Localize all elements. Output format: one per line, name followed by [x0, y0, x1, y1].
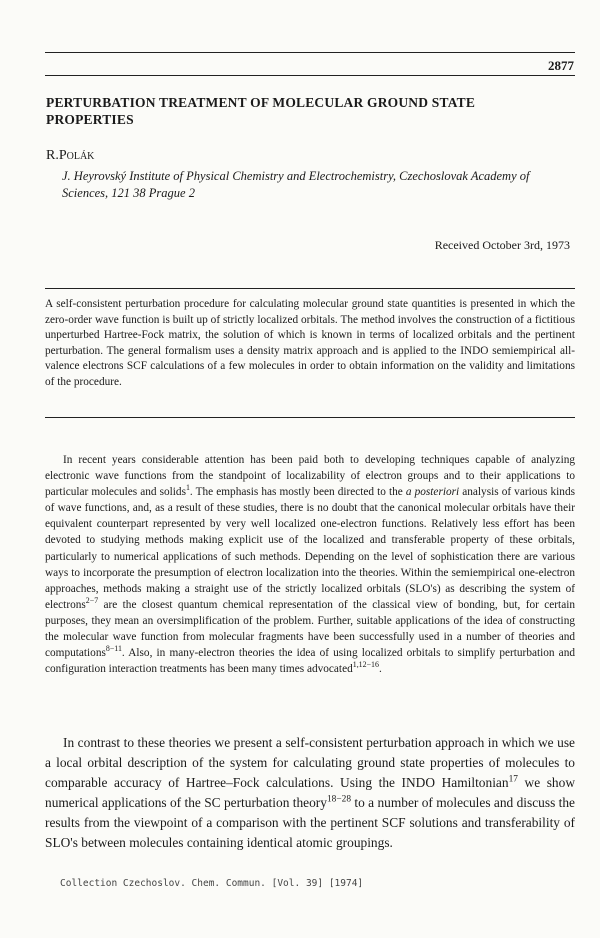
author-surname: Polák: [58, 148, 95, 163]
abstract: A self-consistent perturbation procedure for calculating molecular ground state quantities is presented in which the zero-order wave function is built up of strictly localized orbitals. The method involves the construction of a fictitious unperturbed Hartree-Fock matrix, the solution of which is known in terms of localized orbitals and the pertinent perturbation. The general formalism uses a density matrix approach and is applied to the INDO semiempirical all-valence electrons SCF calculations of a few molecules in order to obtain information on the validity and limitations of the procedure.: [45, 298, 575, 388]
author-initial: R.: [46, 148, 59, 163]
reference-superscript: 18−28: [326, 794, 352, 805]
header-rule: [45, 75, 575, 76]
affiliation: J. Heyrovský Institute of Physical Chemistry and Electrochemistry, Czechoslovak Academy of Sciences, 121 38 Prague 2: [62, 169, 530, 200]
body-paragraph-1: [45, 452, 575, 677]
reference-superscript: 1,12−16: [352, 660, 379, 670]
journal-footer: Collection Czechoslov. Chem. Commun. [Vol. 39] [1974]: [60, 878, 364, 889]
reference-superscript: 2−7: [85, 596, 99, 606]
reference-superscript: 17: [508, 774, 518, 785]
paragraph-text: In contrast to these theories we present a self-consistent perturbation approach in which we use a local orbital description of the system for calculating ground state properties of molecules to comparable accuracy of Hartree–Fock calculations. Using the INDO Hamiltonian$^{17}$ we show numerical applications of the SC perturbation theory$^{18-28}$ to a number of molecules and discuss the results from the viewpoint of a comparison with the pertinent SCF solutions and transferability of SLO's between molecules containing identical atomic groupings.: [45, 735, 575, 850]
author: [46, 148, 94, 164]
abstract-bottom-rule: [45, 417, 575, 418]
italic-term: a posteriori: [405, 486, 460, 499]
article-title: PERTURBATION TREATMENT OF MOLECULAR GROUND STATE PROPERTIES: [46, 95, 476, 127]
received-date: Received October 3rd, 1973: [434, 238, 570, 252]
reference-superscript: 1: [185, 483, 190, 493]
reference-superscript: 8−11: [105, 644, 122, 654]
top-rule: [45, 52, 575, 53]
body-paragraph-2: [45, 733, 575, 853]
page-number: 2877: [548, 58, 574, 73]
paragraph-text: In recent years considerable attention has been paid both to developing techniques capable of analyzing electronic wave functions from the standpoint of localizability of electron groups and to their applications to particular molecules and solids$^1$. The emphasis has mostly been directed to the a posteriori analysis of various kinds of wave functions, and, as a result of these studies, there is no doubt that the canonical molecular orbitals have their equivalent counterpart represented by very well localized one-electron functions. Relatively less effort has been devoted to studying methods making explicit use of the localized and transferable property of these orbitals, particularly to numerical applications of such methods. Depending on the level of sophistication there are various ways to incorporate the presumption of electron localization into the theories. Within the semiempirical one-electron approaches, methods making a straight use of the strictly localized orbitals (SLO's) as describing the system of electrons$^{2-7}$ are the closest quantum chemical representation of the classical view of bonding, but, for certain purposes, they mean an oversimplification of the problem. Further, suitable applications of the idea of constructing the molecular wave function from molecular fragments have been successfully used in a number of theories and computations$^{8-11}$. Also, in many-electron theories the idea of using localized orbitals to simplify perturbation and configuration interaction treatments has been many times advocated$^{1,12-16}$.: [45, 454, 575, 676]
abstract-top-rule: [45, 288, 575, 289]
